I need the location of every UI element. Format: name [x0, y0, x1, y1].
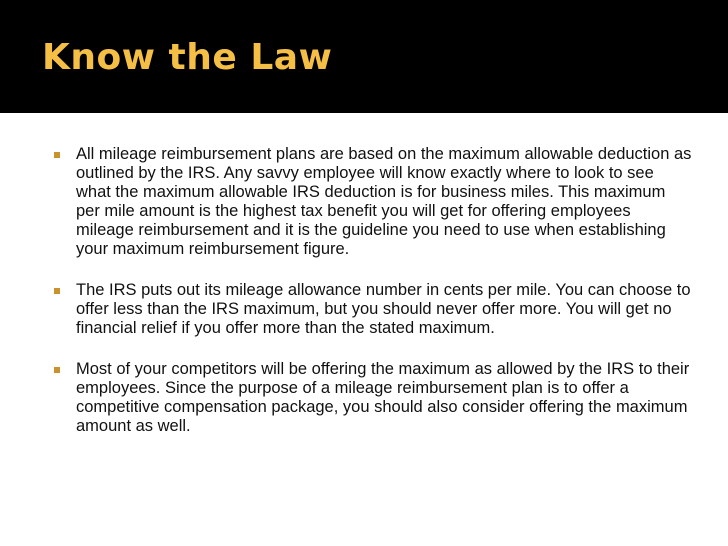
- slide-title: Know the Law: [42, 37, 333, 78]
- bullet-text: Most of your competitors will be offering the maximum as allowed by the IRS to their employees. Since the purpose of a mileage reimbursement plan is to offer a competitive compensation package, you should also consider offering the maximum amount as well.: [76, 360, 690, 435]
- bullet-item-mileage-plans: [52, 145, 692, 259]
- bullet-list: [52, 145, 692, 458]
- bullet-text: The IRS puts out its mileage allowance number in cents per mile. You can choose to offer less than the IRS maximum, but you should never offer more. You will get no financial relief if you offer more than the stated maximum.: [76, 281, 691, 337]
- bullet-item-competitors: [52, 360, 692, 436]
- bullet-square-icon: [54, 367, 60, 373]
- bullet-item-irs-allowance: [52, 281, 692, 338]
- title-bar: [0, 0, 728, 113]
- bullet-square-icon: [54, 152, 60, 158]
- bullet-square-icon: [54, 288, 60, 294]
- bullet-text: All mileage reimbursement plans are based on the maximum allowable deduction as outlined by the IRS. Any savvy employee will know exactly where to look to see what the maximum allowable IRS deduction is for business miles. This maximum per mile amount is the highest tax benefit you will get for offering employees mileage reimbursement and it is the guideline you need to use when establishing your maximum reimbursement figure.: [76, 145, 692, 258]
